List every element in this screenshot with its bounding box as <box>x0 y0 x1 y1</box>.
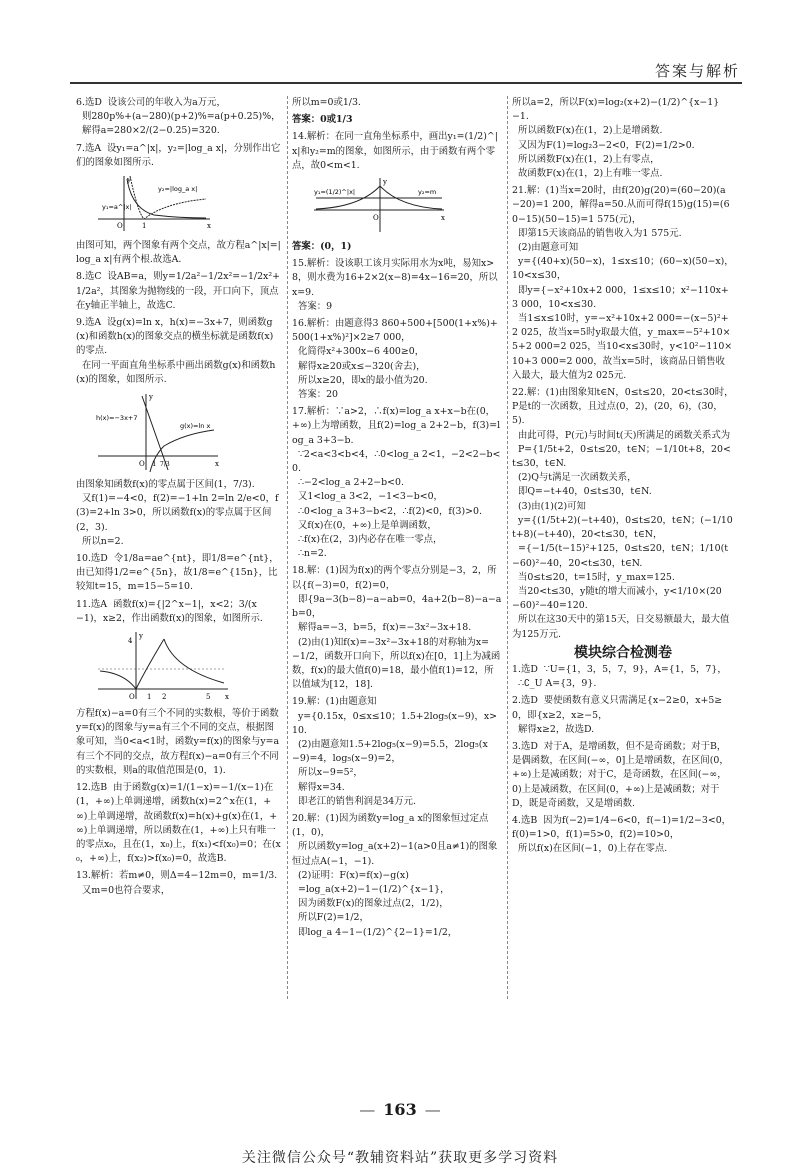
answer-item-13-answer: 答案：0或1/3 <box>292 114 353 126</box>
answer-item-20-continued: 所以a=2，所以F(x)=log₂(x+2)−(1/2)^{x−1}−1. 所以函数F(x)在(1，2)上是增函数. 又因为F(1)=log₂3−2<0，F(2)=1/2>0. 所以函数F(x)在(1，2)上有零点， 故函数F(x)在(1，2)上有唯一零点. <box>512 97 720 180</box>
answer-item-10: 10.选D 令1/8a=ae^{nt}，即1/8=e^{nt}，由已知得1/2=e^{5n}，故1/8=e^{15n}，比较知t=15，m=15−5=10. <box>76 553 279 593</box>
answer-item-7-conclusion: 由图可知，两个图象有两个交点，故方程a^|x|=|log_a x|有两个根.故选A. <box>76 240 281 266</box>
axis-label: x <box>225 693 229 702</box>
origin-label: O <box>129 693 135 702</box>
answer-item-16: 16.解析：由题意得3 860+500+[500(1+x%)+500(1+x%)²]×2≥7 000， 化简得x²+300x−6 400≥0， 解得x≥20或x≤−320(舍去)， 所以x≥20，即x的最小值为20. 答案：20 <box>292 318 498 401</box>
figure-label: y₁=a^|x| <box>102 203 132 212</box>
axis-label: y <box>383 178 387 187</box>
column-divider <box>287 96 288 999</box>
figure-label: h(x)=−3x+7 <box>96 414 138 423</box>
answer-item-21: 21.解：(1)当x=20时，由f(20)g(20)=(60−20)(a−20)=1 200，解得a=50.从而可得f(15)g(15)=(60−15)(50−15)=1 575(元)， 即第15天该商品的销售收入为1 575元. (2)由题意可知 y={(40+x)(50−x)，1≤x≤10；(60−x)(50−x)，10<x≤30， 即y={−x²+10x+2 000，1≤x≤10；x²−110x+3 000，10<x≤30. 当1≤x≤10时，y=−x²+10x+2 000=−(x−5)²+2 025，故当x=5时y取最大值，y_max=−5²+10×5+2 000=2 025，当10<x≤30时，y<10²−110×10+3 000=2 000，故当x=5时，该商品日销售收入最大，最大值为2 025元. <box>512 185 734 381</box>
answer-item-17: 17.解析：∵a>2，∴f(x)=log_a x+x−b在(0，+∞)上为增函数，且f(2)=log_a 2+2−b，f(3)=log_a 3+3−b. ∵2<a<3<b<4，∴0<log_a 2<1，−2<2−b<0. ∴−2<log_a 2+2−b<0. 又1<log_a 3<2，−1<3−b<0， ∴0<log_a 3+3−b<2，∴f(2)<0，f(3)>0. 又f(x)在(0，+∞)上是单调函数， ∴f(x)在(2，3)内必存在唯一零点， ∴n=2. <box>292 406 501 560</box>
figure-9 <box>94 390 281 474</box>
header-rule <box>70 82 742 84</box>
answer-item-13-continued: 所以m=0或1/3. <box>292 97 361 108</box>
axis-label: x <box>215 460 219 469</box>
tick-label: 1 <box>152 460 157 469</box>
figure-7 <box>94 173 281 235</box>
test-answer-1: 1.选D ∵U={1，3，5，7，9}，A={1，5，7}， ∴∁_U A={3，9}. <box>512 663 727 690</box>
header-title: 答案与解析 <box>654 62 740 80</box>
answer-item-12: 12.选B 由于函数g(x)=1/(1−x)=−1/(x−1)在(1，+∞)上单调递增，函数h(x)=2^x在(1，+∞)上单调递增，故函数f(x)=h(x)+g(x)在(1，+∞)上单调递增，所以函数在(1，+∞)上只有唯一的零点x₀，且在(1，x₀)上，f(x₁)<f(x₀)=0；在(x₀，+∞)上，f(x₂)>f(x₀)=0，故选B. <box>76 782 281 865</box>
axis-label: x <box>441 214 445 223</box>
answer-item-14: 14.解析：在同一直角坐标系中，画出y₁=(1/2)^|x|和y₂=m的图象，如图所示，由于函数有两个零点，故0<m<1. <box>292 131 498 171</box>
answer-item-18: 18.解：(1)因为f(x)的两个零点分别是−3，2，所以{f(−3)=0，f(2)=0， 即{9a−3(b−8)−a−ab=0，4a+2(b−8)−a−ab=0， 解得a=−3，b=5，f(x)=−3x²−3x+18. (2)由(1)知f(x)=−3x²−3x+18的对称轴为x=−1/2，函数开口向下，所以f(x)在[0，1]上为减函数，f(x)的最大值f(0)=18，最小值f(1)=12，所以值域为[12，18]. <box>292 565 502 691</box>
figure-11 <box>94 629 281 703</box>
section-title: 模块综合检测卷 <box>574 644 672 661</box>
tick-label: 4 <box>128 637 133 646</box>
answer-column-3 <box>512 96 734 860</box>
answer-item-11: 11.选A 函数f(x)={|2^x−1|，x<2；3/(x−1)，x≥2，作出函数f(x)的图象，如图所示. <box>76 598 263 624</box>
figure-label: y₂=m <box>418 188 437 197</box>
answer-item-6: 6.选D 设该公司的年收入为a万元， 则280p%+(a−280)(p+2)%=a(p+0.25)%， 解得a=280×2/(2−0.25)=320. <box>76 97 281 137</box>
page-number-value: 163 <box>383 1100 417 1119</box>
answer-item-19: 19.解：(1)由题意知 y={0.15x，0≤x≤10；1.5+2log₅(x−9)，x>10. (2)由题意知1.5+2log₅(x−9)=5.5，2log₅(x−9)=4，log₅(x−9)=2， 所以x−9=5²， 解得x=34. 即老江的销售利润是34万元. <box>292 696 497 807</box>
origin-label: O <box>117 222 123 231</box>
answer-item-11-conclusion: 方程f(x)−a=0有三个不同的实数根，等价于函数y=f(x)的图象与y=a有三个不同的交点，根据图象可知，当0<a<1时，函数y=f(x)的图象与y=a有三个不同的交点，故方程f(x)−a=0有三个不同的实数根，则a的取值范围是(0，1). <box>76 708 280 776</box>
test-answer-4: 4.选B 因为f(−2)=1/4−6<0，f(−1)=1/2−3<0，f(0)=1>0，f(1)=5>0，f(2)=10>0， 所以f(x)在区间(−1，0)上存在零点. <box>512 814 732 855</box>
answer-column-2 <box>292 96 502 943</box>
answer-item-20: 20.解：(1)因为函数y=log_a x的图象恒过定点(1，0)， 所以函数y=log_a(x+2)−1(a>0且a≠1)的图象恒过点A(−1，−1). (2)证明：F(x)=f(x)−g(x) =log_a(x+2)−1−(1/2)^{x−1}， 因为函数F(x)的图象过点(2，1/2)， 所以F(2)=1/2， 即log_a 4−1−(1/2)^{2−1}=1/2， <box>292 812 498 938</box>
origin-label: O <box>373 214 379 223</box>
figure-label: g(x)=ln x <box>180 422 211 431</box>
tick-label: 2 <box>162 693 167 702</box>
tick-label: 1 <box>142 222 147 231</box>
answer-item-22: 22.解：(1)由图象知t∈N，0≤t≤20，20<t≤30时，P是t的一次函数，且过点(0，2)，(20，6)，(30，5). 由此可得，P(元)与时间t(天)所满足的函数关系式为 P={1/5t+2，0≤t≤20，t∈N；−1/10t+8，20<t≤30，t∈N. (2)Q与t满足一次函数关系， 即Q=−t+40，0≤t≤30，t∈N. (3)由(1)(2)可知 y={(1/5t+2)(−t+40)，0≤t≤20，t∈N；(−1/10t+8)(−t+40)，20<t≤30，t∈N， ={−1/5(t−15)²+125，0≤t≤20，t∈N；1/10(t−60)²−40，20<t≤30，t∈N. 当0≤t≤20，t=15时，y_max=125. 当20<t≤30，y随t的增大而减小，y<1/10×(20−60)²−40=120. 所以在这30天中的第15天，日交易额最大，最大值为125万元. <box>512 387 734 640</box>
tick-label: 5 <box>206 693 211 702</box>
figure-label: y₁=(1/2)^|x| <box>314 188 356 197</box>
axis-label: y <box>127 176 131 185</box>
axis-label: x <box>207 222 211 231</box>
answer-item-9-conclusion: 由图象知函数f(x)的零点属于区间(1，7/3). 又f(1)=−4<0，f(2)=−1+ln 2=ln 2/e<0，f(3)=2+ln 3>0，所以函数f(x)的零点属于区间(2，3). 所以n=2. <box>76 479 279 547</box>
answer-item-8: 8.选C 设AB=a，则y=1/2a²−1/2x²=−1/2x²+1/2a²，其图象为抛物线的一段，开口向下，顶点在y轴正半轴上，故选C. <box>76 271 280 311</box>
answer-item-7: 7.选A 设y₁=a^|x|，y₂=|log_a x|，分别作出它们的图象如图所示. <box>76 142 281 168</box>
tick-label: 7/3 <box>160 461 170 469</box>
axis-label: y <box>139 632 143 641</box>
origin-label: O <box>139 460 145 469</box>
figure-14 <box>310 176 502 236</box>
answer-item-9: 9.选A 设g(x)=ln x，h(x)=−3x+7，则函数g(x)和函数h(x)的图象交点的横坐标就是函数f(x)的零点. 在同一平面直角坐标系中画出函数g(x)和函数h(x)的图象，如图所示. <box>76 317 276 385</box>
page-number: — 163 — <box>359 1100 441 1119</box>
test-answer-3: 3.选D 对于A，是增函数，但不是奇函数；对于B，是偶函数，在区间(−∞，0]上是增函数，在区间(0，+∞)上是减函数；对于C，是奇函数，在区间(−∞，0)上是减函数，在区间(0，+∞)上是减函数；对于D，既是奇函数，又是增函数. <box>512 740 729 809</box>
footer-note: 关注微信公众号“教辅资料站”获取更多学习资料 <box>241 1150 559 1166</box>
axis-label: y <box>149 393 153 402</box>
column-divider <box>507 96 508 999</box>
figure-label: y₂=|log_a x| <box>158 185 198 194</box>
test-answer-2: 2.选D 要使函数有意义只需满足{x−2≥0，x+5≥0，即{x≥2，x≥−5， 解得x≥2，故选D. <box>512 695 723 735</box>
answer-column-1 <box>76 96 281 901</box>
answer-item-14-answer: 答案：(0，1) <box>292 241 352 253</box>
answer-item-13: 13.解析：若m≠0，则Δ=4−12m=0，m=1/3. 又m=0也符合要求， <box>76 870 278 896</box>
answer-item-15: 15.解析：设该职工该月实际用水为x吨，易知x>8，则水费为16+2×2(x−8)=4x−16=20，所以x=9. 答案：9 <box>292 258 498 312</box>
tick-label: 1 <box>147 693 152 702</box>
